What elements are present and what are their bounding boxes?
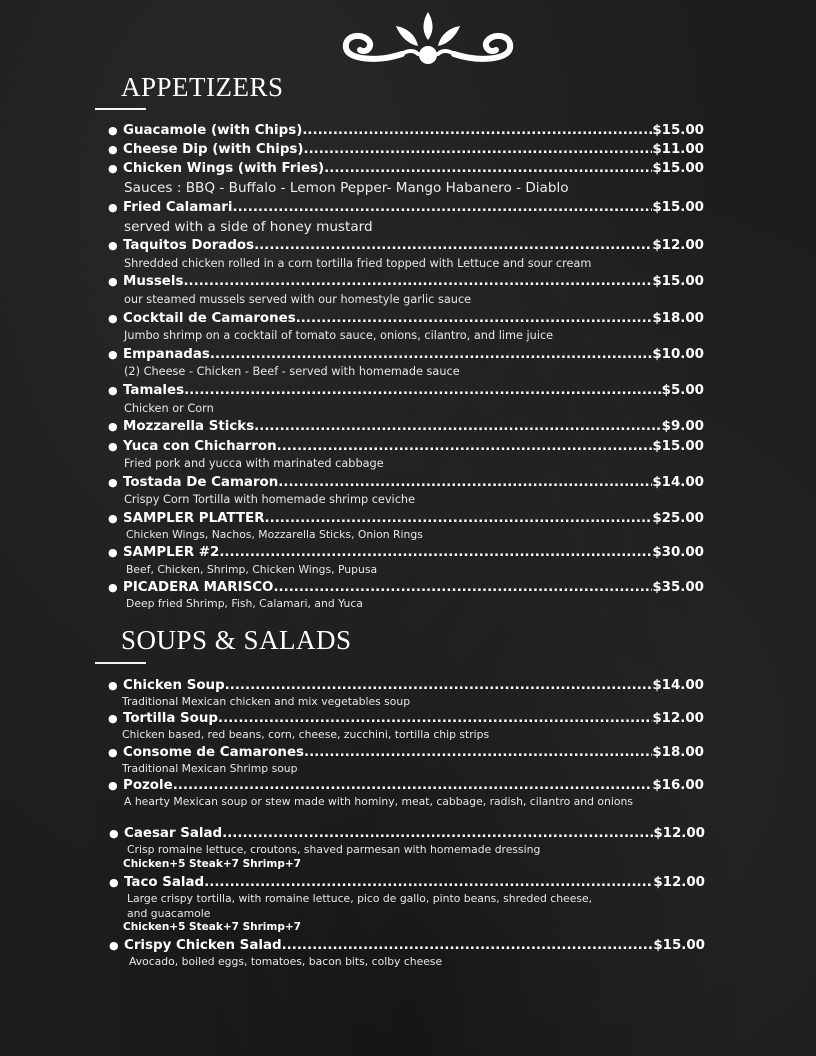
item-description: (2) Cheese - Chicken - Beef - served with homemade sauce xyxy=(124,365,460,378)
item-name: SAMPLER #2 xyxy=(123,545,220,560)
item-name: Taco Salad xyxy=(124,875,205,890)
bullet-icon: ● xyxy=(108,779,118,792)
item-name: Crispy Chicken Salad xyxy=(124,938,282,953)
bullet-icon: ● xyxy=(108,384,118,397)
menu-item xyxy=(108,347,704,362)
menu-item xyxy=(109,938,705,953)
item-name: Chicken Soup xyxy=(123,678,225,693)
leader-dots xyxy=(219,545,652,560)
item-price: $35.00 xyxy=(652,580,704,595)
item-description: Jumbo shrimp on a cocktail of tomato sauce, onions, cilantro, and lime juice xyxy=(124,329,554,342)
item-price: $14.00 xyxy=(652,475,704,490)
soups-salads-underline xyxy=(95,662,146,664)
soups-salads-title: SOUPS & SALADS xyxy=(121,625,352,655)
item-description: Shredded chicken rolled in a corn tortilla fried topped with Lettuce and sour cream xyxy=(124,257,592,270)
item-price: $15.00 xyxy=(652,274,704,289)
leader-dots xyxy=(222,826,653,841)
bullet-icon: ● xyxy=(108,162,118,175)
item-addons: Chicken+5 Steak+7 Shrimp+7 xyxy=(123,921,301,933)
menu-item xyxy=(108,311,704,326)
menu-item xyxy=(108,439,704,454)
leader-dots xyxy=(218,711,652,726)
item-name: PICADERA MARISCO xyxy=(123,580,274,595)
menu-item xyxy=(108,678,704,693)
appetizers-title: APPETIZERS xyxy=(121,72,284,102)
bullet-icon: ● xyxy=(108,712,118,725)
item-name: Tortilla Soup xyxy=(123,711,218,726)
item-name: Caesar Salad xyxy=(124,826,223,841)
item-name: Yuca con Chicharron xyxy=(123,439,277,454)
menu-item xyxy=(108,711,704,726)
item-name: Consome de Camarones xyxy=(123,745,304,760)
leader-dots xyxy=(296,311,653,326)
menu-item xyxy=(108,419,704,434)
item-name: Pozole xyxy=(123,778,173,793)
item-description: Crisp romaine lettuce, croutons, shaved parmesan with homemade dressing xyxy=(127,843,541,856)
item-price: $11.00 xyxy=(652,142,704,157)
leader-dots xyxy=(254,238,652,253)
menu-item xyxy=(108,238,704,253)
item-name: Tostada De Camaron xyxy=(123,475,279,490)
item-description: A hearty Mexican soup or stew made with hominy, meat, cabbage, radish, cilantro and onions xyxy=(124,795,633,808)
bullet-icon: ● xyxy=(108,201,118,214)
item-price: $12.00 xyxy=(652,238,704,253)
menu-item xyxy=(108,161,704,176)
item-description: our steamed mussels served with our homestyle garlic sauce xyxy=(124,293,472,306)
appetizers-underline xyxy=(95,108,146,110)
menu-item xyxy=(108,745,704,760)
item-description: Avocado, boiled eggs, tomatoes, bacon bits, colby cheese xyxy=(129,955,443,968)
item-description: Sauces : BBQ - Buffalo - Lemon Pepper- Mango Habanero - Diablo xyxy=(124,180,569,196)
item-addons: Chicken+5 Steak+7 Shrimp+7 xyxy=(123,858,301,870)
leader-dots xyxy=(204,875,653,890)
leader-dots xyxy=(304,142,653,157)
item-price: $14.00 xyxy=(652,678,704,693)
menu-item xyxy=(108,475,704,490)
menu-item xyxy=(108,142,704,157)
item-name: Mussels xyxy=(123,274,184,289)
item-price: $25.00 xyxy=(652,511,704,526)
leader-dots xyxy=(225,678,653,693)
item-name: Mozzarella Sticks xyxy=(123,419,255,434)
item-description: Deep fried Shrimp, Fish, Calamari, and Yuca xyxy=(126,597,363,610)
leader-dots xyxy=(278,475,652,490)
item-price: $9.00 xyxy=(661,419,704,434)
menu-item xyxy=(108,200,704,215)
bullet-icon: ● xyxy=(108,275,118,288)
leader-dots xyxy=(173,778,653,793)
bullet-icon: ● xyxy=(109,939,119,952)
item-description: Traditional Mexican chicken and mix vegetables soup xyxy=(122,695,411,708)
menu-item xyxy=(108,580,704,595)
bullet-icon: ● xyxy=(108,546,118,559)
item-name: Guacamole (with Chips) xyxy=(123,123,303,138)
item-description: Beef, Chicken, Shrimp, Chicken Wings, Pupusa xyxy=(126,563,378,576)
item-name: Cheese Dip (with Chips) xyxy=(123,142,304,157)
bullet-icon: ● xyxy=(108,746,118,759)
item-name: Chicken Wings (with Fries) xyxy=(123,161,325,176)
item-description: Fried pork and yucca with marinated cabbage xyxy=(124,457,384,470)
bullet-icon: ● xyxy=(108,239,118,252)
item-price: $18.00 xyxy=(652,311,704,326)
item-description: Crispy Corn Tortilla with homemade shrimp ceviche xyxy=(124,493,416,506)
leader-dots xyxy=(254,419,661,434)
item-price: $10.00 xyxy=(652,347,704,362)
leader-dots xyxy=(183,274,652,289)
leader-dots xyxy=(324,161,652,176)
item-name: Empanadas xyxy=(123,347,210,362)
leader-dots xyxy=(265,511,653,526)
menu-item xyxy=(108,511,704,526)
leader-dots xyxy=(184,383,662,398)
item-description: Chicken Wings, Nachos, Mozzarella Sticks, Onion Rings xyxy=(126,528,423,541)
item-price: $15.00 xyxy=(652,161,704,176)
item-name: Tamales xyxy=(123,383,185,398)
item-price: $15.00 xyxy=(652,439,704,454)
bullet-icon: ● xyxy=(108,143,118,156)
leader-dots xyxy=(277,439,653,454)
bullet-icon: ● xyxy=(108,420,118,433)
menu-item xyxy=(108,545,704,560)
item-price: $12.00 xyxy=(653,826,705,841)
menu-item xyxy=(108,778,704,793)
menu-item xyxy=(109,826,705,841)
bullet-icon: ● xyxy=(108,581,118,594)
item-price: $15.00 xyxy=(653,938,705,953)
leader-dots xyxy=(233,200,653,215)
item-price: $12.00 xyxy=(653,875,705,890)
bullet-icon: ● xyxy=(108,440,118,453)
item-description: Large crispy tortilla, with romaine lettuce, pico de gallo, pinto beans, shreded cheese, xyxy=(127,892,593,905)
item-price: $5.00 xyxy=(661,383,704,398)
item-description: Chicken or Corn xyxy=(124,402,214,415)
bullet-icon: ● xyxy=(108,124,118,137)
bullet-icon: ● xyxy=(108,679,118,692)
bullet-icon: ● xyxy=(108,312,118,325)
item-name: Fried Calamari xyxy=(123,200,233,215)
item-description: Chicken based, red beans, corn, cheese, zucchini, tortilla chip strips xyxy=(122,728,490,741)
bullet-icon: ● xyxy=(108,512,118,525)
item-description: served with a side of honey mustard xyxy=(124,219,373,235)
item-name: SAMPLER PLATTER xyxy=(123,511,265,526)
bullet-icon: ● xyxy=(109,827,119,840)
item-name: Taquitos Dorados xyxy=(123,238,255,253)
menu-item xyxy=(108,383,704,398)
item-price: $30.00 xyxy=(652,545,704,560)
menu-item xyxy=(108,274,704,289)
item-price: $18.00 xyxy=(652,745,704,760)
bullet-icon: ● xyxy=(108,348,118,361)
item-price: $15.00 xyxy=(652,123,704,138)
bullet-icon: ● xyxy=(108,476,118,489)
leader-dots xyxy=(302,123,652,138)
menu-item xyxy=(109,875,705,890)
ornament-icon xyxy=(338,10,518,76)
item-description: Traditional Mexican Shrimp soup xyxy=(122,762,298,775)
menu-item xyxy=(108,123,704,138)
item-price: $12.00 xyxy=(652,711,704,726)
leader-dots xyxy=(304,745,652,760)
leader-dots xyxy=(210,347,652,362)
item-description-continued: and guacamole xyxy=(127,907,211,920)
leader-dots xyxy=(273,580,652,595)
leader-dots xyxy=(282,938,654,953)
item-price: $16.00 xyxy=(652,778,704,793)
item-name: Cocktail de Camarones xyxy=(123,311,296,326)
item-price: $15.00 xyxy=(652,200,704,215)
bullet-icon: ● xyxy=(109,876,119,889)
